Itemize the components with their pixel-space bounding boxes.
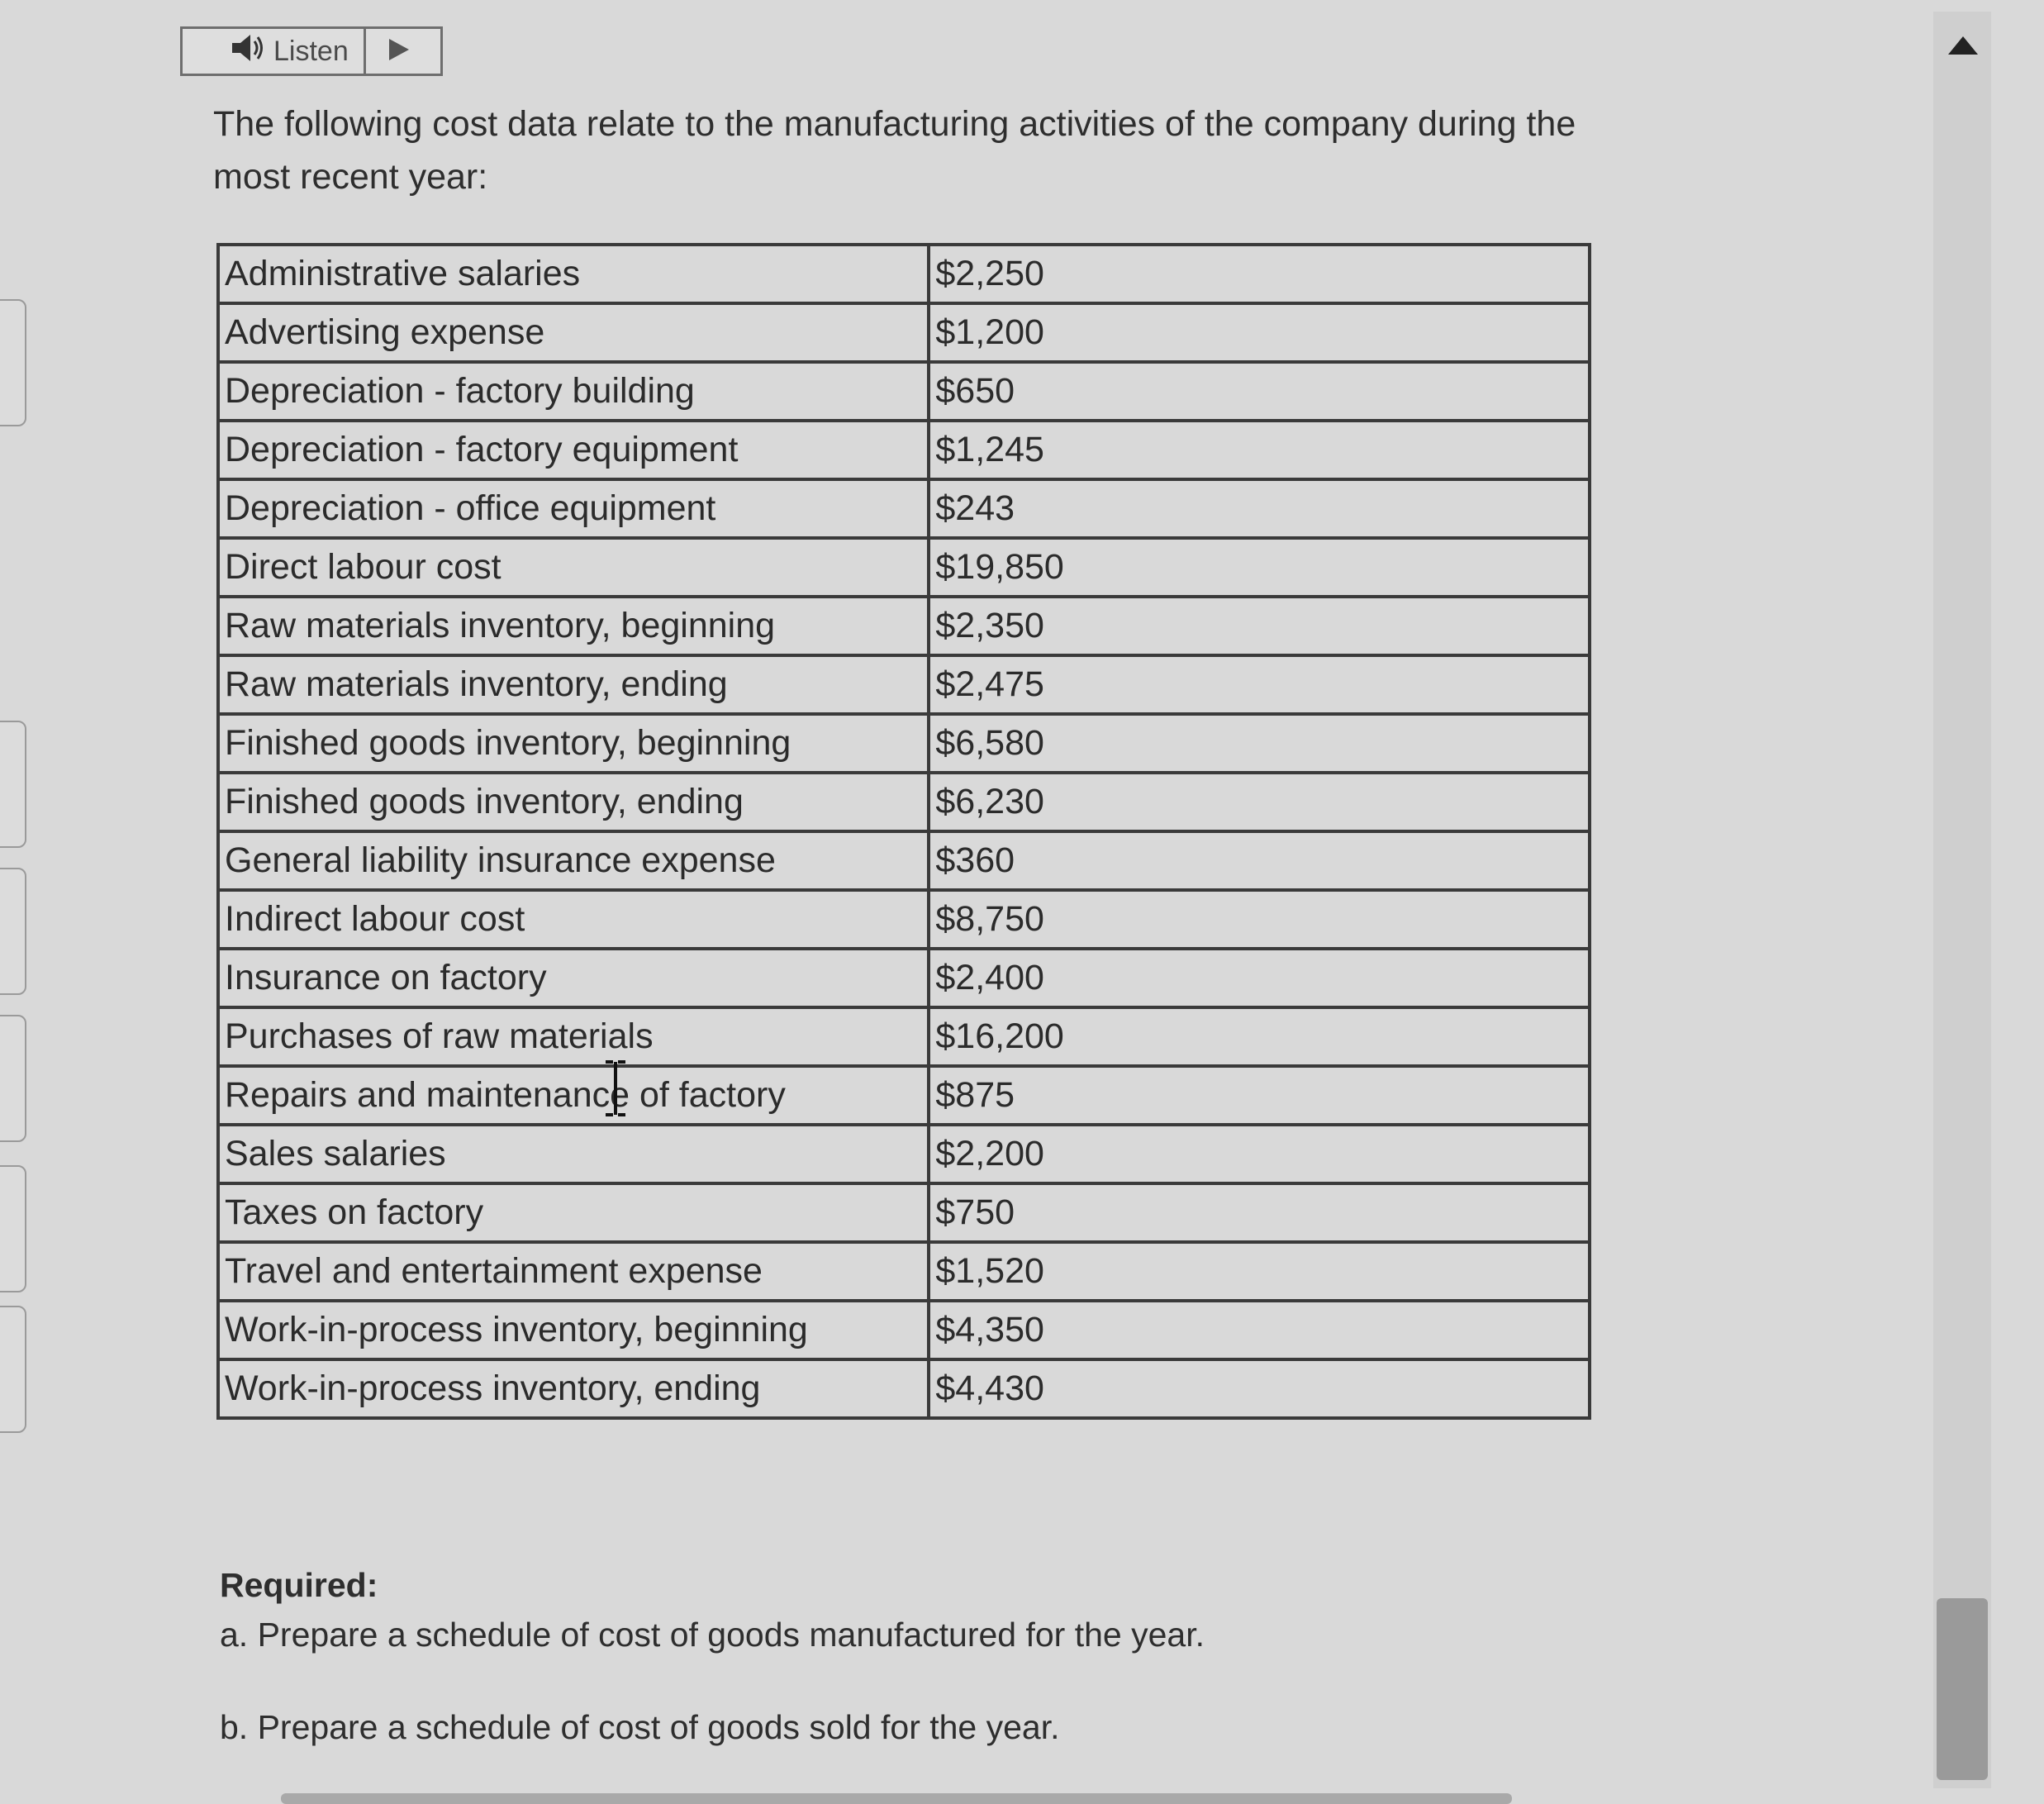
table-row <box>218 773 1590 831</box>
left-panel-fragment <box>0 721 26 848</box>
intro-text: The following cost data relate to the manufacturing activities of the company during the most recent year: <box>213 104 1576 197</box>
cost-data-table <box>216 243 1591 1420</box>
row-label: Repairs and maintenance of factory <box>218 1066 929 1125</box>
row-label: Direct labour cost <box>218 538 929 597</box>
table-row <box>218 890 1590 949</box>
left-panel-fragment <box>0 1306 26 1433</box>
row-value: $19,850 <box>929 538 1590 597</box>
row-value: $2,475 <box>929 655 1590 714</box>
required-heading: Required: <box>220 1566 378 1604</box>
table-row <box>218 479 1590 538</box>
text-cursor-icon <box>603 1059 628 1117</box>
table-row <box>218 1066 1590 1125</box>
row-value: $1,520 <box>929 1242 1590 1301</box>
horizontal-scrollbar[interactable] <box>281 1793 1512 1804</box>
required-section <box>220 1560 1205 1752</box>
left-panel-fragment <box>0 868 26 995</box>
row-label: Finished goods inventory, beginning <box>218 714 929 773</box>
table-row <box>218 245 1590 303</box>
table-row <box>218 1007 1590 1066</box>
row-value: $2,200 <box>929 1125 1590 1183</box>
row-label: Finished goods inventory, ending <box>218 773 929 831</box>
row-value: $2,400 <box>929 949 1590 1007</box>
row-label: Indirect labour cost <box>218 890 929 949</box>
row-value: $4,430 <box>929 1359 1590 1418</box>
table-row <box>218 1125 1590 1183</box>
left-panel-fragment <box>0 299 26 426</box>
row-label: Administrative salaries <box>218 245 929 303</box>
table-row <box>218 1242 1590 1301</box>
row-label: Work-in-process inventory, beginning <box>218 1301 929 1359</box>
table-row <box>218 538 1590 597</box>
listen-label: Listen <box>273 35 349 67</box>
left-panel-fragment <box>0 1015 26 1142</box>
vertical-scrollbar[interactable] <box>1933 12 1991 1788</box>
row-value: $16,200 <box>929 1007 1590 1066</box>
table-row <box>218 1183 1590 1242</box>
listen-control[interactable] <box>180 26 443 76</box>
row-value: $650 <box>929 362 1590 421</box>
row-value: $360 <box>929 831 1590 890</box>
row-label: Taxes on factory <box>218 1183 929 1242</box>
table-row <box>218 714 1590 773</box>
required-part-b: b. Prepare a schedule of cost of goods sold for the year. <box>220 1708 1060 1746</box>
row-label: Depreciation - factory building <box>218 362 929 421</box>
table-row <box>218 421 1590 479</box>
row-label: Raw materials inventory, ending <box>218 655 929 714</box>
speaker-icon <box>231 33 267 70</box>
row-label: Sales salaries <box>218 1125 929 1183</box>
row-label: Work-in-process inventory, ending <box>218 1359 929 1418</box>
row-value: $4,350 <box>929 1301 1590 1359</box>
row-value: $8,750 <box>929 890 1590 949</box>
table-row <box>218 597 1590 655</box>
row-value: $875 <box>929 1066 1590 1125</box>
row-value: $750 <box>929 1183 1590 1242</box>
row-label: Raw materials inventory, beginning <box>218 597 929 655</box>
table-row <box>218 1359 1590 1418</box>
left-panel-fragment <box>0 1165 26 1292</box>
table-row <box>218 362 1590 421</box>
row-label: Advertising expense <box>218 303 929 362</box>
scrollbar-thumb[interactable] <box>1937 1598 1988 1780</box>
row-value: $6,580 <box>929 714 1590 773</box>
scroll-up-arrow-icon[interactable] <box>1948 36 1978 55</box>
play-icon <box>387 37 411 66</box>
row-label: Insurance on factory <box>218 949 929 1007</box>
table-row <box>218 655 1590 714</box>
required-part-a: a. Prepare a schedule of cost of goods manufactured for the year. <box>220 1616 1205 1654</box>
table-row <box>218 949 1590 1007</box>
row-value: $2,250 <box>929 245 1590 303</box>
table-row <box>218 1301 1590 1359</box>
play-button[interactable] <box>366 29 432 74</box>
row-label: General liability insurance expense <box>218 831 929 890</box>
row-label: Depreciation - factory equipment <box>218 421 929 479</box>
row-value: $243 <box>929 479 1590 538</box>
row-label: Travel and entertainment expense <box>218 1242 929 1301</box>
row-label: Depreciation - office equipment <box>218 479 929 538</box>
row-value: $6,230 <box>929 773 1590 831</box>
row-value: $2,350 <box>929 597 1590 655</box>
row-label: Purchases of raw materials <box>218 1007 929 1066</box>
table-row <box>218 831 1590 890</box>
row-value: $1,200 <box>929 303 1590 362</box>
row-value: $1,245 <box>929 421 1590 479</box>
table-row <box>218 303 1590 362</box>
listen-button[interactable] <box>183 29 366 74</box>
